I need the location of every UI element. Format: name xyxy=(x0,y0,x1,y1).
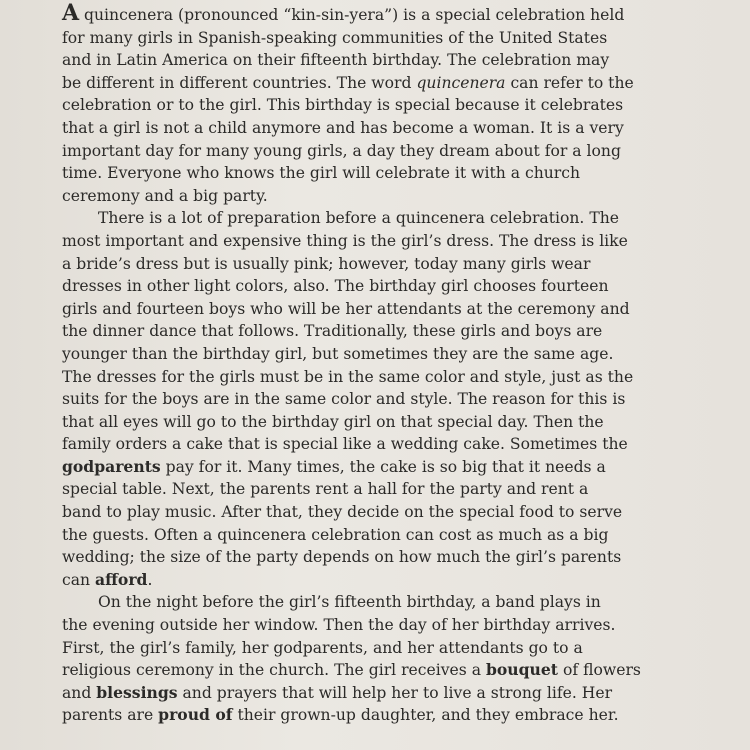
text-line xyxy=(62,591,702,614)
text-run: dresses in other light colors, also. The birthday girl chooses fourteen xyxy=(62,277,609,296)
text-line xyxy=(62,546,702,569)
italic-term: quincenera xyxy=(416,73,506,92)
text-run: ceremony and a big party. xyxy=(62,186,268,205)
reading-passage xyxy=(62,0,702,727)
text-run: most important and expensive thing is the girl’s dress. The dress is like xyxy=(62,231,628,250)
text-run: the dinner dance that follows. Traditionally, these girls and boys are xyxy=(62,322,603,341)
text-run: wedding; the size of the party depends on how much the girl’s parents xyxy=(62,548,622,567)
text-run: of flowers xyxy=(558,661,641,680)
vocabulary-word: proud of xyxy=(158,705,233,725)
text-run: the evening outside her window. Then the day of her birthday arrives. xyxy=(62,616,616,635)
text-run: family orders a cake that is special like a wedding cake. Sometimes the xyxy=(62,435,628,454)
text-run: important day for many young girls, a day they dream about for a long xyxy=(62,141,621,160)
text-run: First, the girl’s family, her godparents, and her attendants go to a xyxy=(62,638,583,657)
text-line xyxy=(62,27,702,50)
text-line xyxy=(62,298,702,321)
vocabulary-word: bouquet xyxy=(485,660,558,680)
text-run: that all eyes will go to the birthday girl on that special day. Then the xyxy=(62,412,604,431)
text-line xyxy=(62,275,702,298)
text-line xyxy=(62,0,702,27)
text-line xyxy=(62,501,702,524)
text-run: can refer to the xyxy=(505,73,634,92)
text-line xyxy=(62,185,702,208)
text-line xyxy=(62,72,702,95)
text-run: time. Everyone who knows the girl will celebrate it with a church xyxy=(62,164,581,183)
vocabulary-word: blessings xyxy=(96,682,178,702)
text-run: On the night before the girl’s fifteenth birthday, a band plays in xyxy=(98,593,601,612)
text-run: for many girls in Spanish-speaking communities of the United States xyxy=(62,28,608,47)
text-line xyxy=(62,117,702,140)
text-line xyxy=(62,230,702,253)
text-run: . xyxy=(147,570,153,589)
text-run: religious ceremony in the church. The girl receives a xyxy=(62,661,486,680)
text-run: celebration or to the girl. This birthday is special because it celebrates xyxy=(62,96,624,115)
text-run: be different in different countries. The word xyxy=(62,73,417,92)
text-run: a bride’s dress but is usually pink; however, today many girls wear xyxy=(62,254,591,273)
text-run: special table. Next, the parents rent a hall for the party and rent a xyxy=(62,480,589,499)
text-line xyxy=(62,388,702,411)
text-line xyxy=(62,524,702,547)
paragraph-3 xyxy=(62,591,702,727)
text-run: pay for it. Many times, the cake is so big that it needs a xyxy=(160,457,606,476)
text-line xyxy=(62,411,702,434)
text-run: that a girl is not a child anymore and has become a woman. It is a very xyxy=(62,118,624,137)
text-line xyxy=(62,49,702,72)
text-run: and prayers that will help her to live a strong life. Her xyxy=(177,683,613,702)
text-line xyxy=(62,659,702,682)
text-line xyxy=(62,456,702,479)
text-run: suits for the boys are in the same color and style. The reason for this is xyxy=(62,390,626,409)
text-line xyxy=(62,253,702,276)
text-run: their grown-up daughter, and they embrace her. xyxy=(232,706,619,725)
text-line xyxy=(62,682,702,705)
text-run: and xyxy=(62,683,97,702)
text-run: The dresses for the girls must be in the same color and style, just as the xyxy=(62,367,634,386)
vocabulary-word: godparents xyxy=(62,456,161,476)
text-run: and in Latin America on their fifteenth birthday. The celebration may xyxy=(62,51,610,70)
text-run: girls and fourteen boys who will be her attendants at the ceremony and xyxy=(62,299,630,318)
drop-cap-letter: A xyxy=(62,0,80,26)
text-run: younger than the birthday girl, but sometimes they are the same age. xyxy=(62,344,614,363)
text-run: the guests. Often a quincenera celebration can cost as much as a big xyxy=(62,525,609,544)
text-line xyxy=(62,320,702,343)
text-run: quincenera (pronounced “kin-sin-yera”) is a special celebration held xyxy=(79,6,625,24)
vocabulary-word: afford xyxy=(95,569,148,589)
text-line xyxy=(62,162,702,185)
text-line xyxy=(62,637,702,660)
paragraph-1 xyxy=(62,0,702,207)
text-line xyxy=(62,569,702,592)
text-line xyxy=(62,704,702,727)
text-run: parents are xyxy=(62,706,159,725)
text-line xyxy=(62,207,702,230)
paragraph-2 xyxy=(62,207,702,591)
text-line xyxy=(62,140,702,163)
text-run: There is a lot of preparation before a quincenera celebration. The xyxy=(98,209,620,228)
text-run: band to play music. After that, they decide on the special food to serve xyxy=(62,503,623,522)
text-line xyxy=(62,433,702,456)
text-line xyxy=(62,614,702,637)
text-line xyxy=(62,94,702,117)
text-line xyxy=(62,343,702,366)
text-line xyxy=(62,478,702,501)
text-run: can xyxy=(62,570,96,589)
text-line xyxy=(62,366,702,389)
